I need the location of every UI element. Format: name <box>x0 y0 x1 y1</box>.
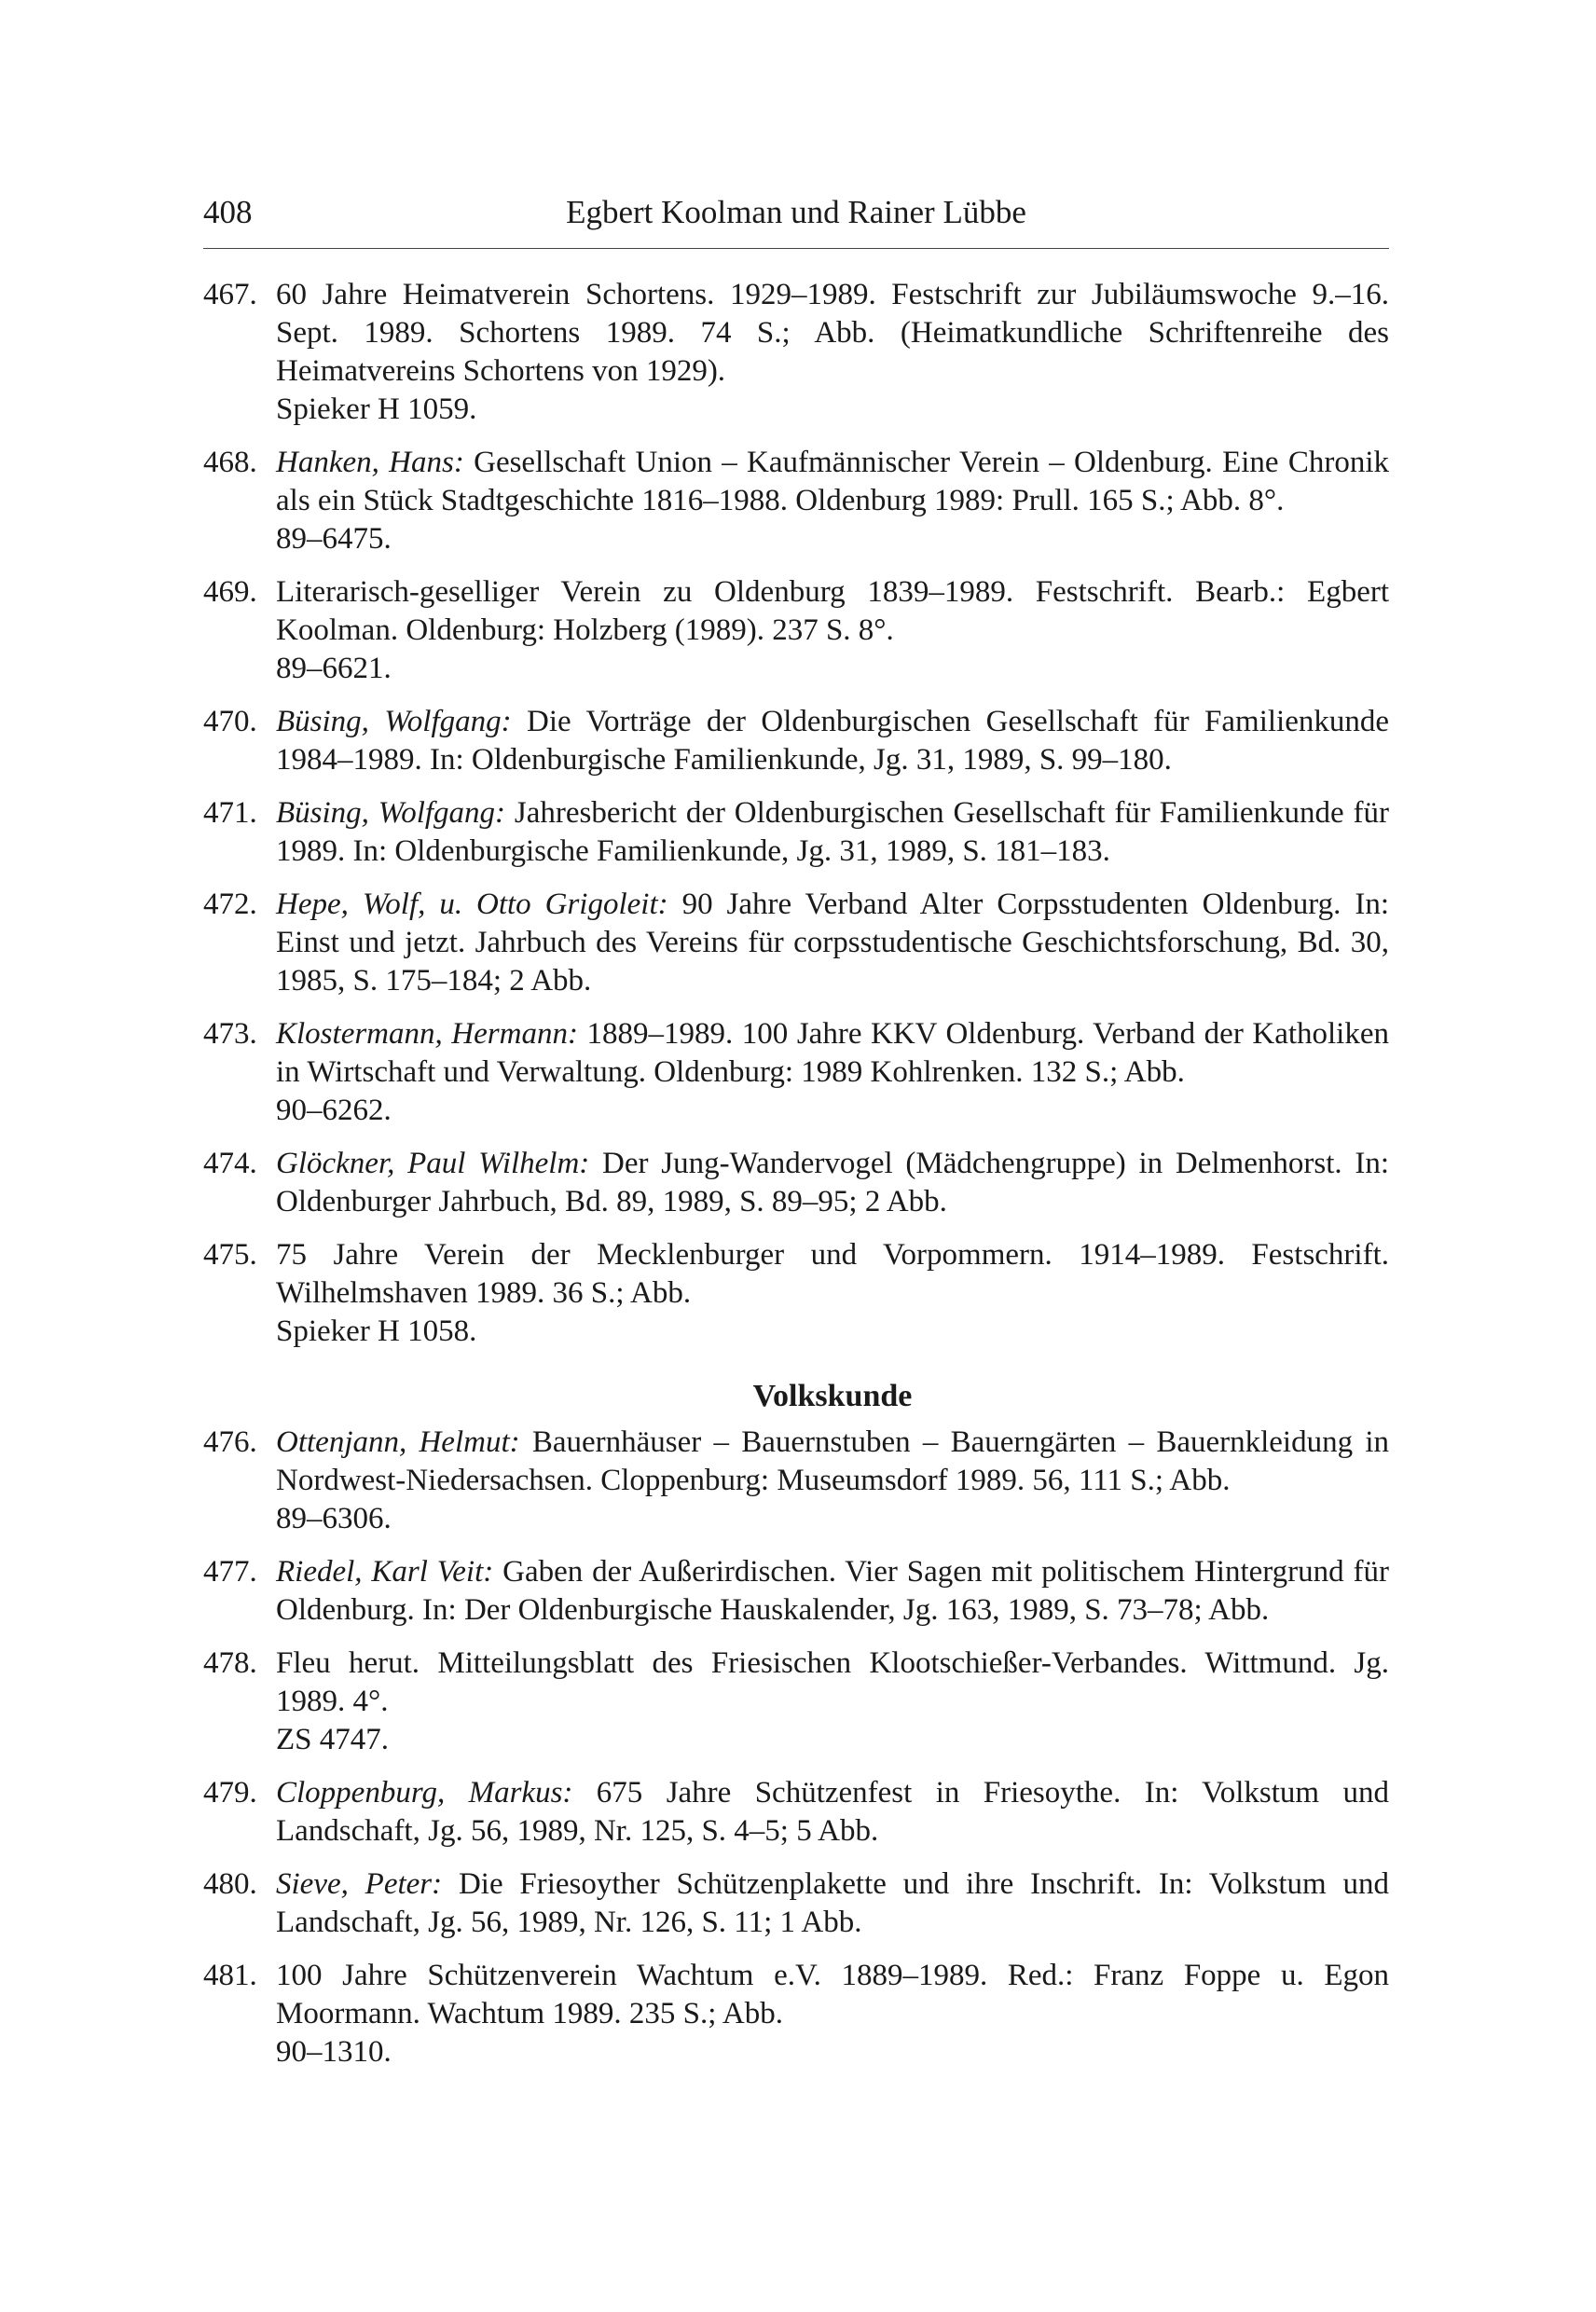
entry-number: 478. <box>203 1646 257 1680</box>
entry-text <box>276 703 1389 779</box>
entry-shelfmark: 89–6475. <box>276 522 392 556</box>
bibliography-entry <box>203 1553 1389 1630</box>
section-title: Volkskunde <box>752 1379 913 1413</box>
entry-citation: 60 Jahre Heimatverein Schortens. 1929–1989. Festschrift zur Jubiläumswoche 9.–16. Sept. 1989. Schortens 1989. 74 S.; Abb. (Heimatkundliche Schriftenreihe des Heimatvereins Schortens von 1929). <box>276 278 1389 388</box>
entry-shelfmark: 89–6306. <box>276 1502 392 1535</box>
entry-text <box>276 1236 1389 1351</box>
entry-shelfmark: Spieker H 1059. <box>276 392 477 426</box>
entry-shelfmark: 90–1310. <box>276 2035 392 2069</box>
entry-author: Cloppenburg, Markus: <box>276 1776 573 1810</box>
bibliography-entry <box>203 1865 1389 1942</box>
entry-text <box>276 276 1389 429</box>
entry-number: 474. <box>203 1147 257 1180</box>
bibliography-entry <box>203 1015 1389 1130</box>
entry-citation: Fleu herut. Mitteilungsblatt des Friesischen Klootschießer-Verbandes. Wittmund. Jg. 1989. 4°. <box>276 1646 1389 1718</box>
entry-text <box>276 1645 1389 1759</box>
entry-list-volkskunde <box>203 1424 1389 2071</box>
entry-author: Sieve, Peter: <box>276 1867 443 1901</box>
entry-citation: Die Vorträge der Oldenburgischen Gesellschaft für Familienkunde 1984–1989. In: Oldenburgische Familienkunde, Jg. 31, 1989, S. 99–180. <box>276 705 1389 777</box>
entry-shelfmark: ZS 4747. <box>276 1723 390 1756</box>
entry-text <box>276 794 1389 871</box>
bibliography-entry <box>203 886 1389 1000</box>
bibliography-entry <box>203 1957 1389 2071</box>
entry-text <box>276 1424 1389 1538</box>
bibliography-entry <box>203 1774 1389 1851</box>
entry-number: 479. <box>203 1776 257 1810</box>
entry-number: 480. <box>203 1867 257 1901</box>
bibliography-entry <box>203 276 1389 429</box>
entry-author: Büsing, Wolfgang: <box>276 705 512 738</box>
entry-text <box>276 1957 1389 2071</box>
entry-number: 469. <box>203 575 257 609</box>
bibliography-entry <box>203 1424 1389 1538</box>
entry-number: 473. <box>203 1017 257 1051</box>
entry-author: Hepe, Wolf, u. Otto Grigoleit: <box>276 888 668 921</box>
entry-author: Glöckner, Paul Wilhelm: <box>276 1147 590 1180</box>
entry-citation: Literarisch-geselliger Verein zu Oldenburg 1839–1989. Festschrift. Bearb.: Egbert Koolman. Oldenburg: Holzberg (1989). 237 S. 8°. <box>276 575 1389 647</box>
entry-list-associations <box>203 276 1389 1351</box>
entry-citation: Gesellschaft Union – Kaufmännischer Verein – Oldenburg. Eine Chronik als ein Stück Stadtgeschichte 1816–1988. Oldenburg 1989: Prull. 165 S.; Abb. 8°. <box>276 446 1389 517</box>
entry-number: 467. <box>203 278 257 311</box>
bibliography-body <box>203 276 1389 2086</box>
entry-citation: 675 Jahre Schützenfest in Friesoythe. In: Volkstum und Landschaft, Jg. 56, 1989, Nr. 125, S. 4–5; 5 Abb. <box>276 1776 1389 1848</box>
entry-number: 472. <box>203 888 257 921</box>
entry-citation: 90 Jahre Verband Alter Corpsstudenten Oldenburg. In: Einst und jetzt. Jahrbuch des Vereins für corpsstudentische Geschichtsforschung, Bd. 30, 1985, S. 175–184; 2 Abb. <box>276 888 1390 998</box>
entry-author: Riedel, Karl Veit: <box>276 1555 494 1589</box>
entry-number: 476. <box>203 1425 257 1459</box>
entry-shelfmark: 89–6621. <box>276 652 392 685</box>
entry-number: 477. <box>203 1555 257 1589</box>
entry-shelfmark: Spieker H 1058. <box>276 1314 477 1348</box>
entry-number: 481. <box>203 1959 257 1992</box>
bibliography-entry <box>203 444 1389 558</box>
running-head: Egbert Koolman und Rainer Lübbe <box>566 194 1026 230</box>
entry-text <box>276 1774 1389 1851</box>
entry-citation: Bauernhäuser – Bauernstuben – Bauerngärten – Bauernkleidung in Nordwest-Niedersachsen. Cloppenburg: Museumsdorf 1989. 56, 111 S.; Abb. <box>276 1425 1389 1497</box>
entry-author: Klostermann, Hermann: <box>276 1017 578 1051</box>
entry-citation: Die Friesoyther Schützenplakette und ihre Inschrift. In: Volkstum und Landschaft, Jg. 56, 1989, Nr. 126, S. 11; 1 Abb. <box>276 1867 1390 1939</box>
entry-text <box>276 1865 1389 1942</box>
entry-citation: Jahresbericht der Oldenburgischen Gesellschaft für Familienkunde für 1989. In: Oldenburgische Familienkunde, Jg. 31, 1989, S. 181–183. <box>276 796 1389 868</box>
entry-citation: 1889–1989. 100 Jahre KKV Oldenburg. Verband der Katholiken in Wirtschaft und Verwaltung. Oldenburg: 1989 Kohlrenken. 132 S.; Abb. <box>276 1017 1389 1089</box>
page-header <box>203 194 1389 241</box>
entry-number: 475. <box>203 1238 257 1272</box>
entry-number: 470. <box>203 705 257 738</box>
entry-text <box>276 1553 1389 1630</box>
entry-number: 471. <box>203 796 257 830</box>
bibliography-entry <box>203 794 1389 871</box>
bibliography-entry <box>203 1236 1389 1351</box>
entry-author: Ottenjann, Helmut: <box>276 1425 520 1459</box>
entry-text <box>276 1015 1389 1130</box>
entry-text <box>276 886 1389 1000</box>
entry-text <box>276 573 1389 688</box>
entry-number: 468. <box>203 446 257 479</box>
entry-author: Hanken, Hans: <box>276 446 464 479</box>
entry-citation: Gaben der Außerirdischen. Vier Sagen mit politischem Hintergrund für Oldenburg. In: Der Oldenburgische Hauskalender, Jg. 163, 1989, S. 73–78; Abb. <box>276 1555 1389 1627</box>
entry-author: Büsing, Wolfgang: <box>276 796 506 830</box>
bibliography-entry <box>203 703 1389 779</box>
bibliography-entry <box>203 1645 1389 1759</box>
entry-text <box>276 1145 1389 1221</box>
entry-citation: Der Jung-Wandervogel (Mädchengruppe) in Delmenhorst. In: Oldenburger Jahrbuch, Bd. 89, 1989, S. 89–95; 2 Abb. <box>276 1147 1390 1218</box>
entry-text <box>276 444 1389 558</box>
page-number: 408 <box>203 194 253 230</box>
entry-citation: 100 Jahre Schützenverein Wachtum e.V. 1889–1989. Red.: Franz Foppe u. Egon Moormann. Wachtum 1989. 235 S.; Abb. <box>276 1959 1389 2030</box>
entry-citation: 75 Jahre Verein der Mecklenburger und Vorpommern. 1914–1989. Festschrift. Wilhelmshaven 1989. 36 S.; Abb. <box>276 1238 1389 1310</box>
bibliography-entry <box>203 573 1389 688</box>
entry-shelfmark: 90–6262. <box>276 1094 392 1127</box>
bibliography-entry <box>203 1145 1389 1221</box>
header-rule <box>203 248 1389 249</box>
